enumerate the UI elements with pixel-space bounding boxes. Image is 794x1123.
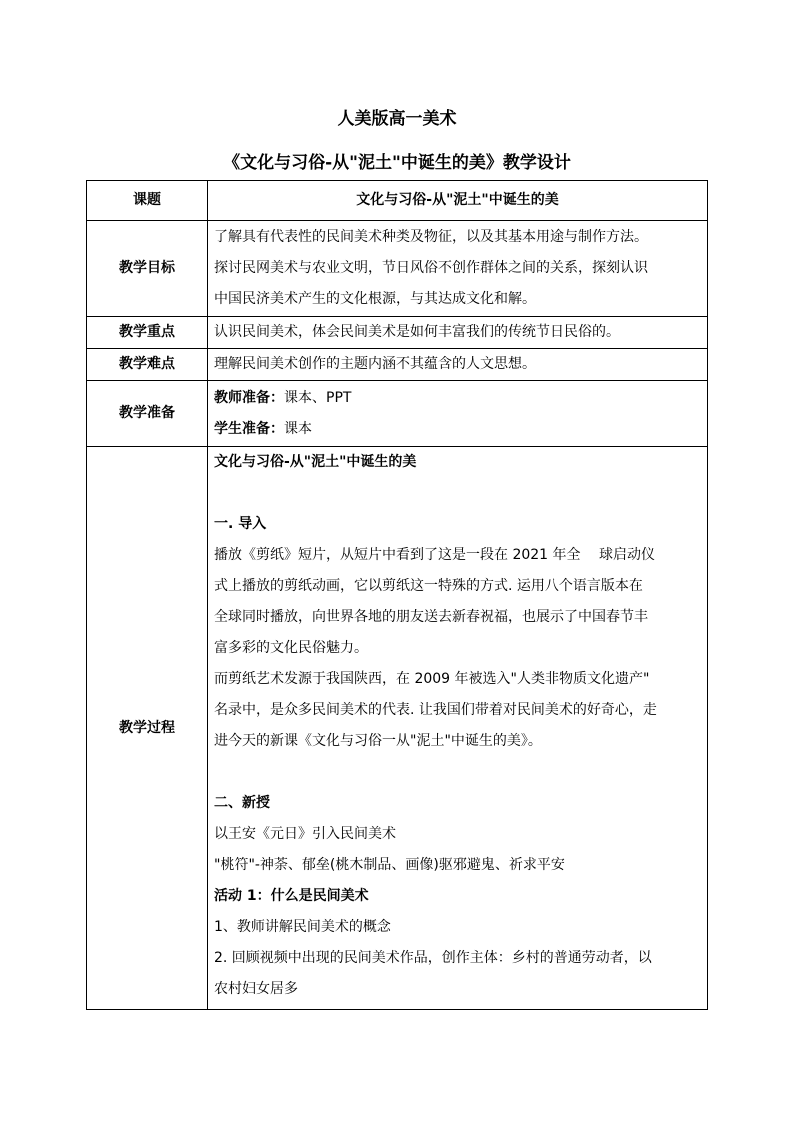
section-title-intro: 一. 导入 (214, 516, 267, 532)
table-row (87, 181, 708, 221)
new-lesson-line: "桃符"-神荼、郁垒(桃木制品、画像)驱邪避鬼、祈求平安 (214, 857, 565, 873)
table-row (87, 381, 708, 447)
activity-title: 活动 1：什么是民间美术 (214, 888, 369, 904)
objectives-line: 探讨民网美术与农业文明，节日风俗不创作群体之间的关系，探刻认识 (214, 260, 648, 276)
document-title: 人美版高一美术 (337, 109, 457, 129)
key-points-value: 认识民间美术，体会民间美术是如何丰富我们的传统节日民俗的。 (208, 317, 708, 349)
document-subtitle: 《文化与习俗-从"泥土"中诞生的美》教学设计 (223, 153, 571, 173)
table-row (87, 447, 708, 1010)
lesson-plan-table (86, 180, 708, 1010)
difficulties-label: 教学难点 (87, 349, 208, 381)
process-heading: 文化与习俗-从"泥土"中诞生的美 (214, 454, 417, 470)
process-content (208, 447, 708, 1010)
teacher-preparation (214, 383, 701, 414)
difficulties-value: 理解民间美术创作的主题内涵不其蕴含的人文思想。 (208, 349, 708, 381)
topic-value: 文化与习俗-从"泥土"中诞生的美 (208, 181, 708, 221)
teacher-preparation-value: 课本、PPT (284, 389, 352, 406)
activity-line: 农村妇女居多 (214, 981, 298, 997)
preparation-label: 教学准备 (87, 381, 208, 447)
objectives-line: 了解具有代表性的民间美术种类及物征，以及其基本用途与制作方法。 (214, 229, 648, 245)
teacher-preparation-label: 教师准备： (214, 389, 284, 406)
spacer (214, 757, 701, 788)
activity-line: 2. 回顾视频中出现的民间美术作品，创作主体：乡村的普通劳动者，以 (214, 950, 652, 966)
table-row (87, 349, 708, 381)
spacer (214, 478, 701, 509)
key-points-label: 教学重点 (87, 317, 208, 349)
topic-label: 课题 (87, 181, 208, 221)
intro-line: 而剪纸艺术发源于我国陕西，在 2009 年被选入"人类非物质文化遗产" (214, 671, 650, 687)
section-title-new-lesson: 二、新授 (214, 795, 270, 811)
objectives-content (208, 221, 708, 317)
preparation-content (208, 381, 708, 447)
student-preparation (214, 414, 701, 445)
intro-line: 播放《剪纸》短片，从短片中看到了这是一段在 2021 年全 球启动仪 (214, 547, 655, 563)
intro-line: 式上播放的剪纸动画，它以剪纸这一特殊的方式. 运用八个语言版本在 (214, 578, 643, 594)
student-preparation-value: 课本 (284, 420, 312, 437)
process-label: 教学过程 (87, 447, 208, 1010)
intro-line: 全球同时播放，向世界各地的朋友送去新春祝福，也展示了中国春节丰 (214, 609, 648, 625)
table-row (87, 317, 708, 349)
new-lesson-line: 以王安《元日》引入民间美术 (214, 826, 396, 842)
objectives-line: 中国民济美术产生的文化根源，与其达成文化和解。 (214, 291, 536, 307)
activity-line: 1、教师讲解民间美术的概念 (214, 919, 391, 935)
student-preparation-label: 学生准备： (214, 420, 284, 437)
objectives-label: 教学目标 (87, 221, 208, 317)
intro-line: 富多彩的文化民俗魅力。 (214, 640, 368, 656)
table-row (87, 221, 708, 317)
intro-line: 名录中，是众多民间美术的代表. 让我国们带着对民间美术的好奇心，走 (214, 702, 657, 718)
intro-line: 进今天的新课《文化与习俗一从"泥土"中诞生的美》。 (214, 733, 542, 749)
